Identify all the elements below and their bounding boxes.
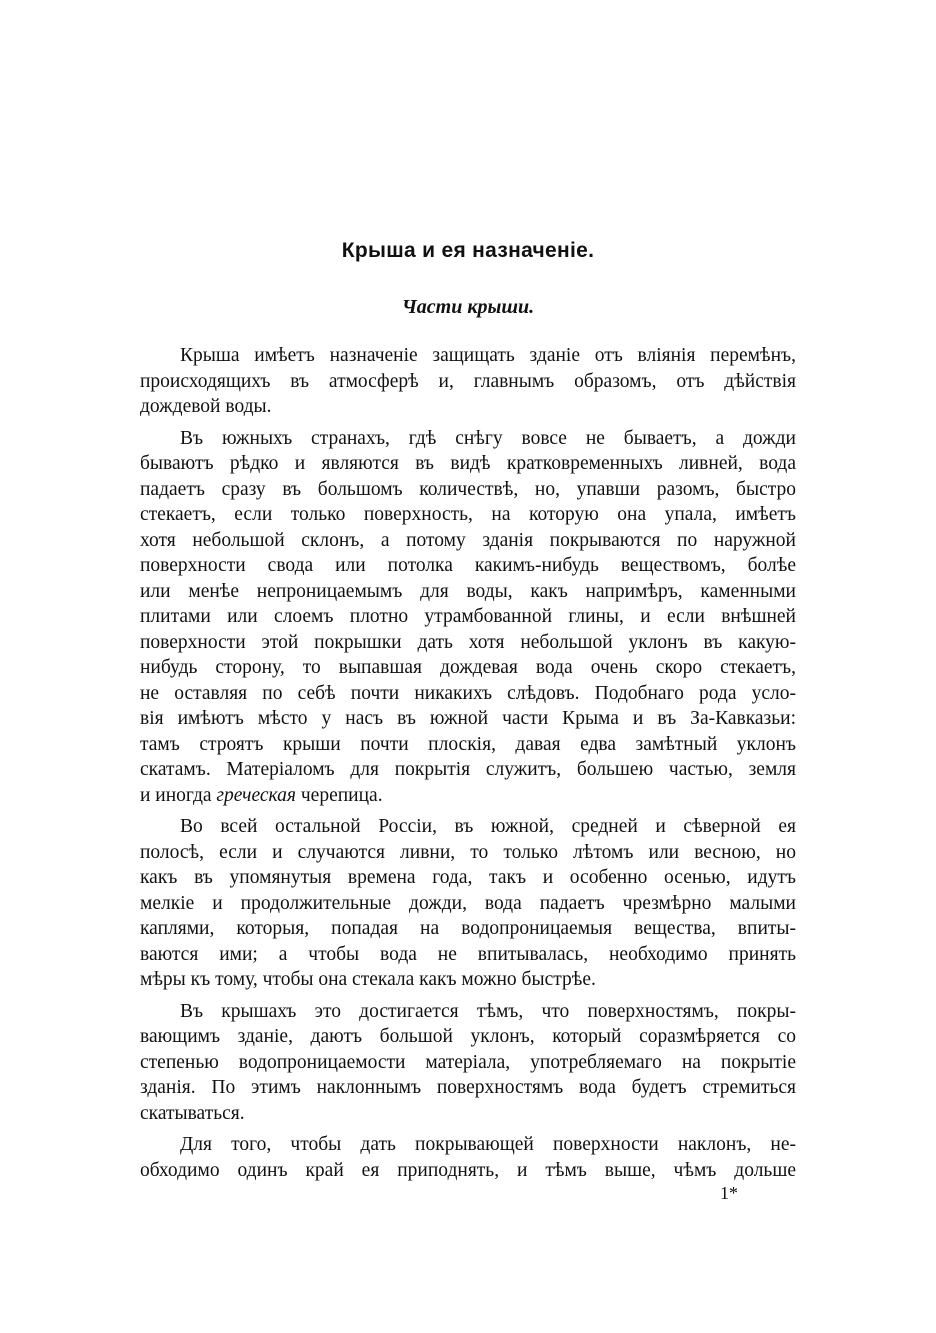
text-line: бываютъ рѣдко и являются въ видѣ кратковременныхъ ливней, вода xyxy=(140,453,796,474)
text-line: Для того, чтобы дать покрывающей поверхности наклонъ, не- xyxy=(180,1134,796,1155)
text-line: Въ крышахъ это достигается тѣмъ, что поверхностямъ, покры- xyxy=(180,1000,796,1022)
text-line: мѣры къ тому, чтобы она стекала какъ можно быстрѣе. xyxy=(140,969,596,990)
text-run: и иногда xyxy=(140,784,217,806)
text-line: полосѣ, если и случаются ливни, то только лѣтомъ или весною, но xyxy=(140,841,796,863)
text-line: какъ въ упомянутыя времена года, такъ и особенно осенью, идутъ xyxy=(140,867,796,888)
paragraph-2 xyxy=(140,426,796,809)
paragraph-3 xyxy=(140,814,796,993)
page-title: Крыша и ея назначеніе. xyxy=(341,239,595,262)
text-line: падаетъ сразу въ большомъ количествѣ, но, упавши разомъ, быстро xyxy=(140,478,796,500)
text-line: зданія. По этимъ наклоннымъ поверхностямъ вода будетъ стремиться xyxy=(140,1077,796,1098)
text-line: поверхности свода или потолка какимъ-нибудь веществомъ, болѣе xyxy=(140,555,796,576)
text-line: степенью водопроницаемости матеріала, употребляемаго на покрытіе xyxy=(140,1051,796,1073)
paragraph-4 xyxy=(140,999,796,1127)
text-line: не оставляя по себѣ почти никакихъ слѣдовъ. Подобнаго рода усло- xyxy=(140,682,796,704)
text-line: тамъ строятъ крыши почти плоскія, давая едва замѣтный уклонъ xyxy=(140,733,796,755)
text-line: вающимъ зданіе, даютъ большой уклонъ, который соразмѣряется со xyxy=(140,1026,796,1047)
text-line: плитами или слоемъ плотно утрамбованной глины, и если внѣшней xyxy=(140,606,796,627)
text-line: нибудь сторону, то выпавшая дождевая вода очень скоро стекаетъ, xyxy=(140,657,796,678)
text-line: стекаетъ, если только поверхность, на которую она упала, имѣетъ xyxy=(140,504,796,525)
text-line: происходящихъ въ атмосферѣ и, главнымъ образомъ, отъ дѣйствія xyxy=(140,370,796,392)
text-line: скатамъ. Матеріаломъ для покрытія служитъ, большею частью, земля xyxy=(140,759,796,780)
text-line: Крыша имѣетъ назначеніе защищать зданіе отъ вліянія перемѣнъ, xyxy=(180,345,796,366)
text-line: каплями, которыя, попадая на водопроницаемыя вещества, впиты- xyxy=(140,918,796,939)
text-line: ваются ими; а чтобы вода не впитывалась, необходимо принять xyxy=(140,943,796,965)
text-run: черепица. xyxy=(295,784,383,806)
text-line: мелкіе и продолжительные дожди, вода падаетъ чрезмѣрно малыми xyxy=(140,892,796,914)
text-line: вія имѣютъ мѣсто у насъ въ южной части Крыма и въ За-Кавказьи: xyxy=(140,708,796,729)
text-line: скатываться. xyxy=(140,1102,245,1124)
text-line: или менѣе непроницаемымъ для воды, какъ напримѣръ, каменными xyxy=(140,580,796,602)
paragraph-1 xyxy=(140,343,796,420)
text-line xyxy=(140,783,796,809)
text-line: обходимо одинъ край ея приподнять, и тѣмъ выше, чѣмъ дольше xyxy=(140,1159,796,1181)
signature-mark: 1* xyxy=(720,1183,738,1203)
text-line: хотя небольшой склонъ, а потому зданія покрываются по наружной xyxy=(140,529,796,551)
text-line: дождевой воды. xyxy=(140,396,272,417)
italic-term: греческая xyxy=(216,784,296,806)
text-line: Во всей остальной Россіи, въ южной, средней и сѣверной ея xyxy=(180,816,796,837)
body-text xyxy=(140,343,796,1183)
section-subtitle: Части крыши. xyxy=(401,296,535,318)
text-line: Въ южныхъ странахъ, гдѣ снѣгу вовсе не бываетъ, а дожди xyxy=(180,427,796,449)
paragraph-5 xyxy=(140,1132,796,1183)
text-line: поверхности этой покрышки дать хотя небольшой уклонъ въ какую- xyxy=(140,631,796,653)
